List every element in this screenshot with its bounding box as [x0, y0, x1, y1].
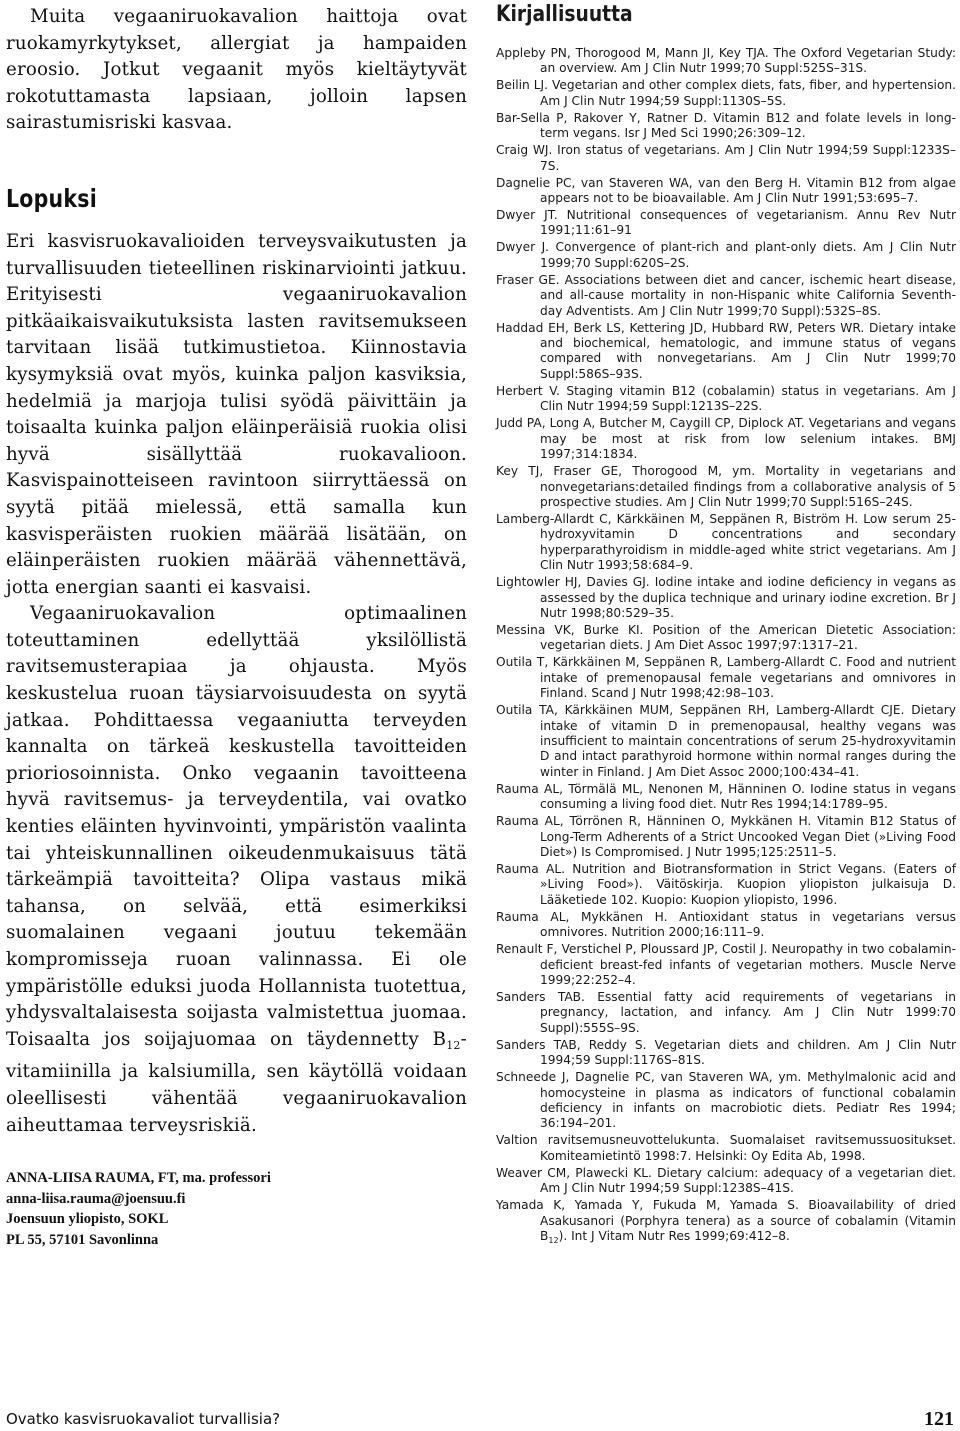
references-heading: Kirjallisuutta	[496, 2, 633, 27]
reference-item: Dwyer J. Convergence of plant-rich and plant-only diets. Am J Clin Nutr 1999;70 Suppl:620S–2S.	[496, 240, 956, 270]
author-affiliation: Joensuun yliopisto, SOKL	[6, 1211, 169, 1227]
optimal-diet-text-after: -vitamiinilla ja kalsiumilla, sen käytöllä voidaan oleellisesti vähentää vegaaniruokavalion aiheuttamaa terveysriskiä.	[6, 1028, 467, 1136]
reference-item: Messina VK, Burke KI. Position of the American Dietetic Association: vegetarian diets. J Am Diet Assoc 1997;97:1317–21.	[496, 622, 956, 653]
reference-item: Lamberg-Allardt C, Kärkkäinen M, Seppänen R, Biström H. Low serum 25-hydroxyvitamin D concentrations and secondary hyperparathyroidism in middle-aged white strict vegetarians. Am J Clin Nutr 1993;58:684–9.	[496, 511, 956, 573]
last-ref-subscript: 12	[548, 1236, 559, 1246]
reference-item: Lightowler HJ, Davies GJ. Iodine intake and iodine deficiency in vegans as assessed by the duplica technique and urinary iodine excretion. Br J Nutr 1998;80:529–35.	[496, 575, 956, 620]
paragraph-vegan-risks: Muita vegaaniruokavalion haittoja ovat ruokamyrkytykset, allergiat ja hampaiden eroosio. Jotkut vegaanit myös kieltäytyvät rokotuttamasta lapsiaan, jolloin lapsen sairastumisriski kasvaa.	[6, 6, 467, 134]
reference-item: Craig WJ. Iron status of vegetarians. Am J Clin Nutr 1994;59 Suppl:1233S–7S.	[496, 143, 956, 173]
reference-item: Rauma AL, Törrönen R, Hänninen O, Mykkänen H. Vitamin B12 Status of Long-Term Adherents of a Strict Uncooked Vegan Diet (»Living Food Diet») Is Compromised. J Nutr 1995;125:2511–5.	[496, 814, 956, 859]
conclusion-sentence-2: Erityisesti vegaaniruokavalion pitkäaikaisvaikutuksista lasten ravitsemukseen tarvitaan lisää tutkimustietoa.	[6, 284, 467, 359]
reference-item: Outila TA, Kärkkäinen MUM, Seppänen RH, Lamberg-Allardt CJE. Dietary intake of vitamin D in premenopausal, healthy vegans was insufficient to maintain concentrations of serum 25-hydroxyvitamin D and intact parathyroid hormone within normal ranges during the winter in Finland. J Am Diet Assoc 2000;100:434–41.	[496, 703, 956, 779]
reference-item: Valtion ravitsemusneuvottelukunta. Suomalaiset ravitsemussuositukset. Komiteamietintö 1998:7. Helsinki: Oy Edita Ab, 1998.	[496, 1133, 956, 1163]
reference-item: Schneede J, Dagnelie PC, van Staveren WA, ym. Methylmalonic acid and homocysteine in plasma as indicators of functional cobalamin deficiency in infants on macrobiotic diets. Pediatr Res 1994; 36:194–201.	[496, 1070, 956, 1131]
reference-item: Herbert V. Staging vitamin B12 (cobalamin) status in vegetarians. Am J Clin Nutr 1994;59 Suppl:1213S–22S.	[496, 383, 956, 414]
reference-item: Key TJ, Fraser GE, Thorogood M, ym. Mortality in vegetarians and nonvegetarians:detailed findings from a collaborative analysis of 5 prospective studies. Am J Clin Nutr 1999;70 Suppl:516S–24S.	[496, 464, 956, 509]
running-footer-title: Ovatko kasvisruokavaliot turvallisia?	[6, 1410, 281, 1428]
author-block	[6, 1168, 271, 1250]
reference-item: Outila T, Kärkkäinen M, Seppänen R, Lamberg-Allardt C. Food and nutrient intake of premenopausal female vegetarians and omnivores in Finland. Scand J Nutr 1998;42:98–103.	[496, 655, 956, 701]
reference-item: Dwyer JT. Nutritional consequences of vegetarianism. Annu Rev Nutr 1991;11:61–91	[496, 208, 956, 238]
reference-item: Rauma AL, Törmälä ML, Nenonen M, Hänninen O. Iodine status in vegans consuming a living food diet. Nutr Res 1994;14:1789–95.	[496, 781, 956, 812]
reference-item: Weaver CM, Plawecki KL. Dietary calcium: adequacy of a vegetarian diet. Am J Clin Nutr 1994;59 Suppl:1238S–41S.	[496, 1165, 956, 1196]
paragraph-optimal-vegan-diet	[6, 601, 467, 1139]
conclusion-sentence-1: Eri kasvisruokavalioiden terveysvaikutusten ja turvallisuuden tieteellinen riskinarviointi jatkuu.	[6, 230, 467, 279]
reference-item: Renault F, Verstichel P, Ploussard JP, Costil J. Neuropathy in two cobalamin-deficient breast-fed infants of vegetarian mothers. Muscle Nerve 1999;22:252–4.	[496, 942, 956, 988]
page-number: 121	[924, 1408, 954, 1430]
reference-item: Judd PA, Long A, Butcher M, Caygill CP, Diplock AT. Vegetarians and vegans may be most at risk from low selenium intakes. BMJ 1997;314:1834.	[496, 416, 956, 462]
reference-item: Bar-Sella P, Rakover Y, Ratner D. Vitamin B12 and folate levels in long-term vegans. Isr J Med Sci 1990;26:309–12.	[496, 110, 956, 141]
last-ref-before: Yamada K, Yamada Y, Fukuda M, Yamada S. Bioavailability of dried Asakusanori (Porphyra tenera) as a source of cobalamin (Vitamin B	[496, 1198, 956, 1244]
reference-item: Sanders TAB, Reddy S. Vegetarian diets and children. Am J Clin Nutr 1994;59 Suppl:1176S–81S.	[496, 1037, 956, 1068]
author-name: ANNA-LIISA RAUMA, FT, ma. professori	[6, 1170, 271, 1186]
reference-item: Sanders TAB. Essential fatty acid requirements of vegetarians in pregnancy, lactation, and infancy. Am J Clin Nutr 1999:70 Suppl):555S–9S.	[496, 990, 956, 1035]
b12-subscript: 12	[446, 1038, 461, 1052]
paragraph-conclusion	[6, 229, 467, 601]
reference-item: Rauma AL, Mykkänen H. Antioxidant status in vegetarians versus omnivores. Nutrition 2000;16:111–9.	[496, 909, 956, 940]
author-email: anna-liisa.rauma@joensuu.fi	[6, 1190, 186, 1207]
optimal-diet-text-before: Vegaaniruokavalion optimaalinen toteuttaminen edellyttää yksilöllistä ravitsemusterapiaa ja ohjausta. Myös keskustelua ruoan täysiarvoisuudesta on syytä jatkaa. Pohdittaessa vegaaniutta terveyden kannalta on tärkeä keskustella tavoitteiden prioriosoinnista. Onko vegaanin tavoitteena hyvä ravitsemus- ja terveydentila, vai ovatko kenties eläinten hyvinvointi, ympäristön vaalinta tai yhteiskunnallinen oikeudenmukaisuus tätä tärkeämpiä tavoitteita? Olipa vastaus mikä tahansa, on selvää, että esimerkiksi suomalainen vegaani joutuu tekemään kompromisseja ruoan valinnassa. Ei ole ympäristölle eduksi juoda Hollannista tuotettua, yhdysvaltalaisesta soijasta valmistettua juomaa. Toisaalta jos soijajuomaa on täydennetty B	[6, 603, 467, 1050]
reference-item: Rauma AL. Nutrition and Biotransformation in Strict Vegans. (Eaters of »Living Food»). Väitöskirja. Kuopion yliopiston julkaisuja D. Lääketiede 102. Kuopio: Kuopion yliopisto, 1996.	[496, 862, 956, 907]
reference-item: Haddad EH, Berk LS, Kettering JD, Hubbard RW, Peters WR. Dietary intake and biochemical, hematologic, and immune status of vegans compared with nonvegetarians. Am J Clin Nutr 1999;70 Suppl:586S–93S.	[496, 320, 956, 381]
reference-item: Fraser GE. Associations between diet and cancer, ischemic heart disease, and all-cause mortality in non-Hispanic white California Seventh-day Adventists. Am J Clin Nutr 1999;70 Suppl):532S–8S.	[496, 272, 956, 318]
main-text-column	[6, 4, 467, 1139]
reference-item-last	[496, 1198, 956, 1248]
section-heading-lopuksi: Lopuksi	[6, 183, 98, 213]
reference-list	[496, 46, 956, 1249]
reference-item: Dagnelie PC, van Staveren WA, van den Berg H. Vitamin B12 from algae appears not to be bioavailable. Am J Clin Nutr 1991;53:695–7.	[496, 175, 956, 206]
author-address: PL 55, 57101 Savonlinna	[6, 1231, 159, 1248]
last-ref-after: ). Int J Vitam Nutr Res 1999;69:412–8.	[558, 1229, 790, 1244]
reference-item: Appleby PN, Thorogood M, Mann JI, Key TJA. The Oxford Vegetarian Study: an overview. Am J Clin Nutr 1999;70 Suppl:525S–31S.	[496, 46, 956, 76]
references-column	[496, 0, 956, 1250]
reference-item: Beilin LJ. Vegetarian and other complex diets, fats, fiber, and hypertension. Am J Clin Nutr 1994;59 Suppl:1130S–5S.	[496, 78, 956, 108]
conclusion-sentence-3: Kiinnostavia kysymyksiä ovat myös, kuinka paljon kasviksia, hedelmiä ja marjoja tulisi syödä päivittäin ja toisaalta kuinka paljon eläinperäisiä ruokia olisi hyvä sisällyttää ruokavalioon. Kasvispainotteiseen ravintoon siirryttäessä on syytä pitää mielessä, että samalla kun kasvisperäisten ruokien määrää lisätään, on eläinperäisten ruokien määrää vähennettävä, jotta energian saanti ei kasvaisi.	[6, 337, 468, 598]
